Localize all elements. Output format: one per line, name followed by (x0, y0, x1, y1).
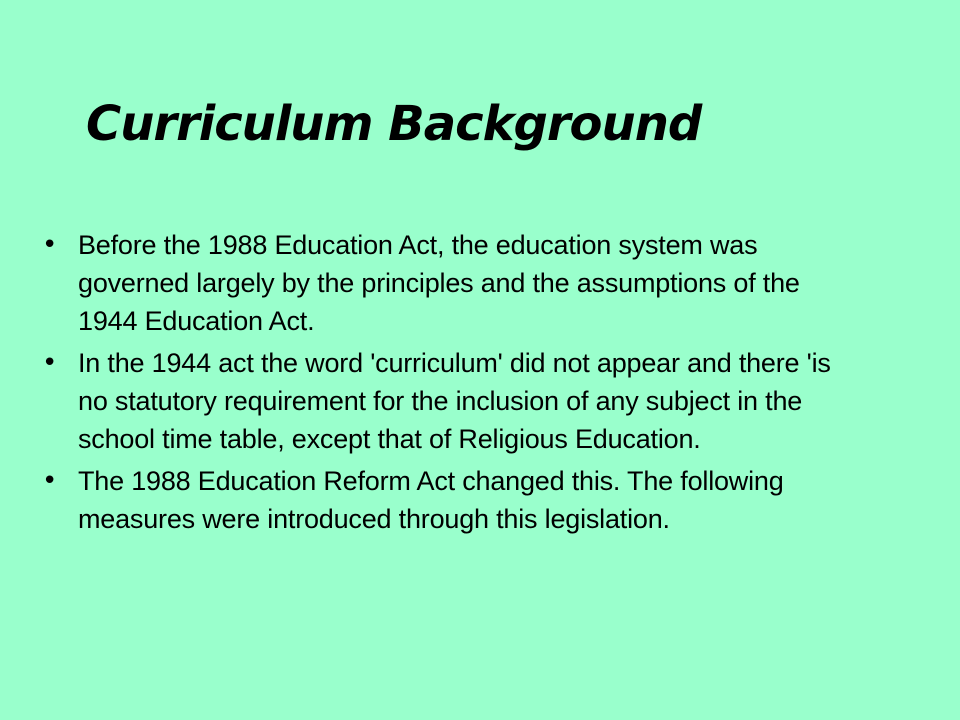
bullet-text: In the 1944 act the word 'curriculum' did not appear and there 'is no statutory requirement for the inclusion of any subject in the school time table, except that of Religious Education. (78, 348, 831, 454)
slide-title: Curriculum Background (86, 96, 702, 152)
bullet-item-1 (40, 226, 840, 340)
bullet-text: The 1988 Education Reform Act changed this. The following measures were introduced through this legislation. (78, 466, 784, 534)
bullet-text: Before the 1988 Education Act, the education system was governed largely by the principles and the assumptions of the 1944 Education Act. (78, 230, 800, 336)
bullet-marker-icon: • (42, 230, 58, 260)
bullet-marker-icon: • (42, 466, 58, 496)
bullet-item-2 (40, 344, 840, 458)
bullet-list (40, 226, 840, 542)
bullet-marker-icon: • (42, 348, 58, 378)
bullet-item-3 (40, 462, 840, 538)
